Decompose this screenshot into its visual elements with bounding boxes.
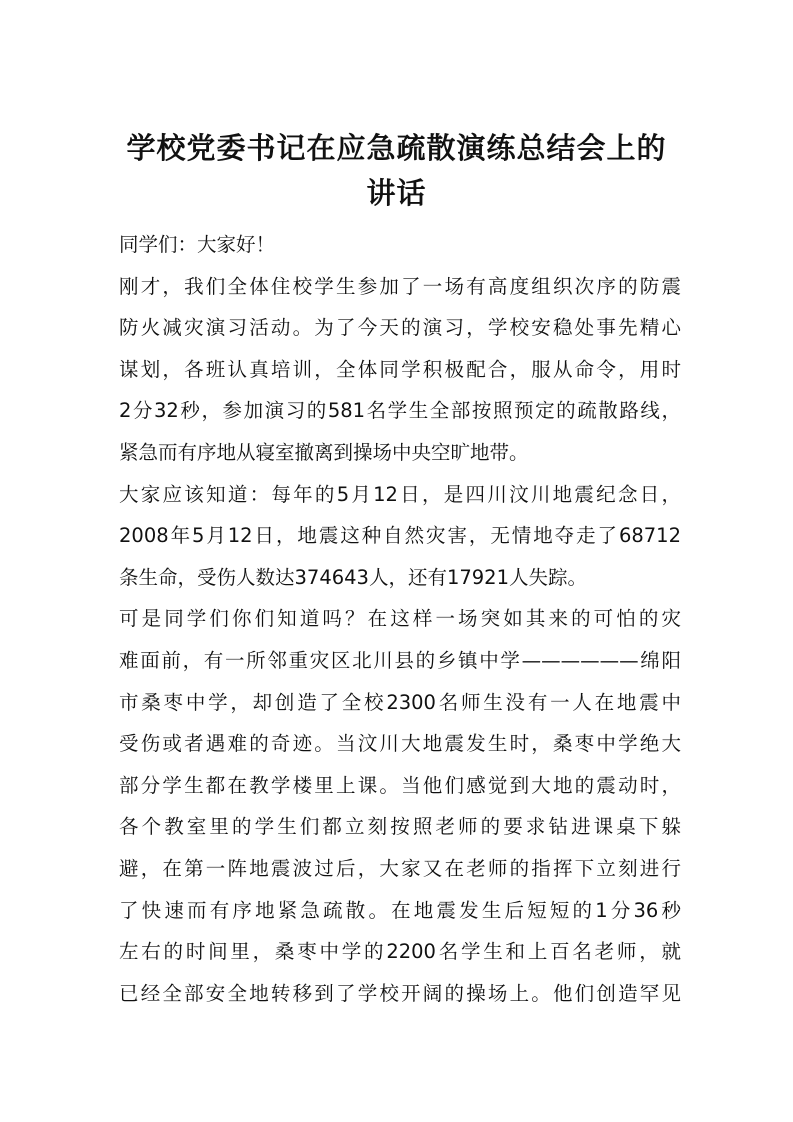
text-line: 已经全部安全地转移到了学校开阔的操场上。他们创造罕见 (119, 981, 681, 1005)
text-line: 市桑枣中学，却创造了全校2300名师生没有一人在地震中 (119, 690, 681, 714)
text-line: 可是同学们你们知道吗？在这样一场突如其来的可怕的灾 (119, 607, 681, 631)
text-line: 避，在第一阵地震波过后，大家又在老师的指挥下立刻进行 (119, 856, 681, 880)
document-title-line-2: 讲话 (366, 176, 427, 210)
text-line: 大家应该知道：每年的5月12日，是四川汶川地震纪念日， (119, 482, 681, 506)
text-line: 2分32秒，参加演习的581名学生全部按照预定的疏散路线， (119, 399, 681, 423)
text-line: 紧急而有序地从寝室撤离到操场中央空旷地带。 (119, 440, 529, 464)
paragraph-sangzao-school (119, 598, 681, 1014)
text-line: 同学们：大家好！ (119, 233, 276, 256)
text-line: 受伤或者遇难的奇迹。当汶川大地震发生时，桑枣中学绝大 (119, 732, 681, 756)
paragraph-greeting (119, 224, 681, 266)
text-line: 防火减灾演习活动。为了今天的演习，学校安稳处事先精心 (119, 316, 681, 340)
text-line: 左右的时间里，桑枣中学的2200名学生和上百名老师，就 (119, 940, 681, 964)
paragraph-drill-summary (119, 266, 681, 474)
document-title-line-1: 学校党委书记在应急疏散演练总结会上的 (126, 131, 667, 165)
text-line: 难面前，有一所邻重灾区北川县的乡镇中学——————绵阳 (119, 648, 681, 672)
document-body (119, 224, 681, 1014)
text-line: 了快速而有序地紧急疏散。在地震发生后短短的1分36秒 (119, 898, 681, 922)
paragraph-earthquake-facts (119, 474, 681, 599)
text-line: 各个教室里的学生们都立刻按照老师的要求钻进课桌下躲 (119, 815, 681, 839)
text-line: 部分学生都在教学楼里上课。当他们感觉到大地的震动时， (119, 773, 681, 797)
text-line: 条生命，受伤人数达374643人，还有17921人失踪。 (119, 565, 587, 589)
text-line: 2008年5月12日，地震这种自然灾害，无情地夺走了68712 (119, 524, 681, 548)
text-line: 谋划，各班认真培训，全体同学积极配合，服从命令，用时 (119, 357, 681, 381)
text-line: 刚才，我们全体住校学生参加了一场有高度组织次序的防震 (119, 274, 681, 298)
